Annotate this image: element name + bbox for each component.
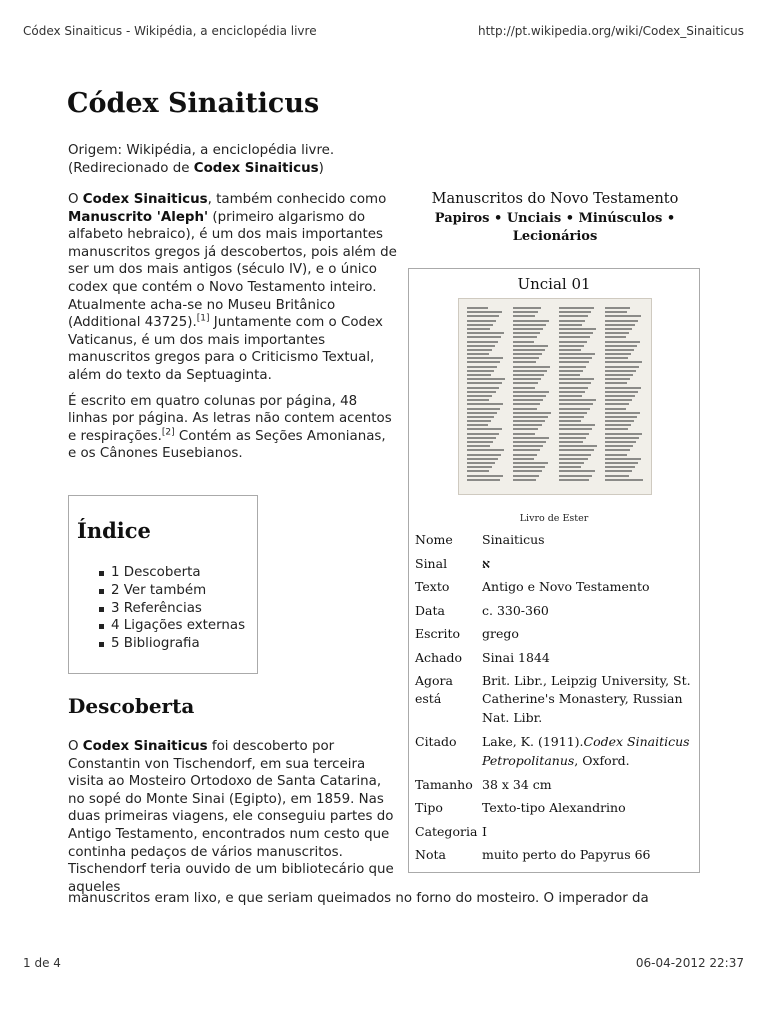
manuscript-text-line bbox=[605, 378, 630, 380]
manuscript-text-line bbox=[513, 445, 543, 447]
manuscript-text-line bbox=[559, 454, 591, 456]
manuscript-text-line bbox=[605, 424, 631, 426]
manuscript-text-line bbox=[605, 328, 632, 330]
manuscript-text-line bbox=[513, 399, 543, 401]
manuscript-text-line bbox=[559, 433, 589, 435]
redirect-line: (Redirecionado de Codex Sinaiticus) bbox=[68, 160, 324, 176]
manuscript-image[interactable] bbox=[458, 298, 652, 495]
manuscript-text-line bbox=[559, 349, 581, 351]
manuscript-text-line bbox=[559, 403, 593, 405]
manuscript-column bbox=[605, 307, 643, 483]
manuscript-text-line bbox=[605, 336, 626, 338]
manuscript-text-line bbox=[605, 458, 641, 460]
manuscript-text-line bbox=[467, 315, 499, 317]
manuscript-text-line bbox=[559, 366, 586, 368]
manuscript-text-line bbox=[513, 361, 536, 363]
manuscript-text-line bbox=[605, 441, 636, 443]
manuscript-text-line bbox=[513, 366, 550, 368]
print-page-count: 1 de 4 bbox=[23, 956, 61, 970]
manuscript-text-line bbox=[467, 336, 501, 338]
manuscript-text-line bbox=[605, 403, 629, 405]
manuscript-text-line bbox=[513, 315, 535, 317]
manuscript-text-line bbox=[559, 387, 588, 389]
manuscript-text-line bbox=[467, 345, 495, 347]
article-title: Códex Sinaiticus bbox=[67, 88, 320, 119]
manuscript-text-line bbox=[513, 466, 545, 468]
manuscript-text-line bbox=[559, 399, 596, 401]
manuscript-text-line bbox=[467, 366, 497, 368]
origin-line: Origem: Wikipédia, a enciclopédia livre. bbox=[68, 143, 335, 158]
manuscript-text-line bbox=[605, 349, 634, 351]
intro bbox=[68, 191, 398, 471]
manuscript-text-line bbox=[605, 307, 630, 309]
manuscript-text-line bbox=[467, 416, 494, 418]
manuscript-text-line bbox=[559, 470, 595, 472]
manuscript-text-line bbox=[605, 399, 632, 401]
manuscript-text-line bbox=[559, 307, 594, 309]
article-subtitle bbox=[68, 142, 398, 177]
manuscript-text-line bbox=[559, 353, 595, 355]
manuscript-text-line bbox=[559, 445, 597, 447]
manuscript-text-line bbox=[559, 311, 591, 313]
manuscript-text-line bbox=[605, 408, 626, 410]
manuscript-text-line bbox=[513, 449, 540, 451]
toc-list bbox=[99, 564, 245, 653]
manuscript-text-line bbox=[467, 399, 489, 401]
manuscript-text-line bbox=[513, 462, 548, 464]
redirect-link[interactable]: Codex Sinaiticus bbox=[193, 160, 319, 176]
manuscript-text-line bbox=[467, 441, 493, 443]
manuscript-text-line bbox=[559, 391, 585, 393]
manuscript-text-line bbox=[467, 353, 489, 355]
manuscript-text-line bbox=[605, 462, 638, 464]
print-timestamp: 06-04-2012 22:37 bbox=[635, 956, 744, 970]
manuscript-text-line bbox=[605, 387, 641, 389]
manuscript-text-line bbox=[513, 433, 535, 435]
manuscript-text-line bbox=[513, 416, 548, 418]
manuscript-text-line bbox=[467, 332, 504, 334]
manuscript-text-line bbox=[605, 479, 643, 481]
manuscript-text-line bbox=[467, 395, 492, 397]
manuscript-text-line bbox=[559, 475, 592, 477]
toc-title: Índice bbox=[77, 518, 151, 543]
manuscript-text-line bbox=[559, 428, 592, 430]
infobox-manuscript-name: Uncial 01 bbox=[517, 275, 591, 293]
infobox-heading: Manuscritos do Novo Testamento bbox=[431, 191, 679, 207]
manuscript-text-line bbox=[605, 324, 635, 326]
manuscript-text-line bbox=[559, 449, 594, 451]
manuscript-text-line bbox=[605, 454, 627, 456]
manuscript-text-line bbox=[513, 395, 546, 397]
manuscript-text-line bbox=[605, 357, 628, 359]
toc-item-ligacoes-externas[interactable]: 4 Ligações externas bbox=[99, 617, 245, 635]
manuscript-text-line bbox=[467, 311, 502, 313]
manuscript-text-line bbox=[605, 428, 628, 430]
manuscript-text-line bbox=[467, 370, 494, 372]
manuscript-text-line bbox=[467, 466, 492, 468]
manuscript-text-line bbox=[513, 349, 545, 351]
manuscript-text-line bbox=[513, 458, 534, 460]
manuscript-text-line bbox=[467, 408, 500, 410]
manuscript-text-line bbox=[513, 353, 542, 355]
manuscript-text-line bbox=[559, 420, 581, 422]
manuscript-text-line bbox=[467, 357, 503, 359]
manuscript-text-line bbox=[467, 458, 498, 460]
manuscript-column bbox=[513, 307, 551, 483]
manuscript-text-line bbox=[513, 441, 546, 443]
manuscript-text-line bbox=[605, 445, 633, 447]
manuscript-text-line bbox=[513, 336, 537, 338]
print-page-url: http://pt.wikipedia.org/wiki/Codex_Sinaiticus bbox=[478, 24, 744, 38]
manuscript-text-line bbox=[605, 416, 637, 418]
manuscript-text-line bbox=[605, 353, 631, 355]
manuscript-text-line bbox=[605, 315, 641, 317]
manuscript-column bbox=[467, 307, 505, 483]
manuscript-text-line bbox=[559, 462, 584, 464]
manuscript-text-line bbox=[513, 479, 536, 481]
toc-item-referencias[interactable]: 3 Referências bbox=[99, 600, 245, 618]
manuscript-text-line bbox=[605, 412, 640, 414]
manuscript-text-line bbox=[467, 449, 504, 451]
manuscript-text-line bbox=[467, 470, 489, 472]
manuscript-text-line bbox=[467, 378, 505, 380]
manuscript-text-line bbox=[513, 374, 544, 376]
manuscript-text-line bbox=[513, 387, 535, 389]
manuscript-text-line bbox=[559, 466, 581, 468]
manuscript-text-line bbox=[559, 378, 594, 380]
manuscript-text-line bbox=[513, 470, 542, 472]
manuscript-text-line bbox=[605, 332, 629, 334]
manuscript-text-line bbox=[605, 475, 629, 477]
manuscript-text-line bbox=[559, 370, 583, 372]
section-paragraph: O Codex Sinaiticus foi descoberto por Constantin von Tischendorf, em sua terceira visita ao Mosteiro Ortodoxo de Santa Catarina, no sopé do Monte Sinai (Egipto), em 1859. Nas duas primeiras viagens, ele conseguiu partes do Antigo Testamento, encontrados num cesto que continha pedaços de vários manuscritos. Tischendorf teria ouvido de um bibliotecário que aqueles bbox=[68, 739, 394, 895]
reference-1-link[interactable]: [1] bbox=[196, 313, 210, 324]
manuscript-text-line bbox=[559, 395, 582, 397]
manuscript-text-line bbox=[605, 366, 639, 368]
manuscript-text-line bbox=[467, 445, 490, 447]
manuscript-text-line bbox=[605, 391, 638, 393]
intro-paragraph-2: É escrito em quatro colunas por página, 48 linhas por página. As letras não contem acentos e respirações.[2] Contém as Seções Amonianas, e os Cânones Eusebianos. bbox=[68, 393, 392, 462]
manuscript-text-line bbox=[467, 328, 490, 330]
manuscript-text-line bbox=[467, 475, 503, 477]
manuscript-text-line bbox=[467, 382, 502, 384]
manuscript-text-line bbox=[559, 361, 589, 363]
manuscript-text-line bbox=[559, 424, 595, 426]
manuscript-text-line bbox=[467, 391, 496, 393]
manuscript-text-line bbox=[513, 428, 538, 430]
manuscript-column bbox=[559, 307, 597, 483]
manuscript-text-line bbox=[559, 374, 580, 376]
manuscript-text-line bbox=[467, 341, 498, 343]
manuscript-text-line bbox=[559, 479, 589, 481]
toc-item-bibliografia[interactable]: 5 Bibliografia bbox=[99, 635, 245, 653]
manuscript-text-line bbox=[467, 424, 488, 426]
manuscript-text-line bbox=[559, 441, 583, 443]
manuscript-text-line bbox=[467, 420, 491, 422]
manuscript-text-line bbox=[467, 374, 491, 376]
manuscript-text-line bbox=[467, 454, 501, 456]
manuscript-text-line bbox=[513, 454, 537, 456]
manuscript-text-line bbox=[605, 311, 627, 313]
manuscript-text-line bbox=[467, 428, 502, 430]
manuscript-text-line bbox=[513, 370, 547, 372]
toc-item-ver-tambem[interactable]: 2 Ver também bbox=[99, 582, 245, 600]
reference-2-link[interactable]: [2] bbox=[161, 427, 175, 438]
manuscript-text-line bbox=[559, 437, 586, 439]
manuscript-text-line bbox=[605, 382, 627, 384]
manuscript-text-line bbox=[513, 408, 537, 410]
manuscript-text-line bbox=[467, 433, 499, 435]
manuscript-text-line bbox=[559, 332, 593, 334]
manuscript-text-line bbox=[605, 470, 632, 472]
manuscript-text-line bbox=[559, 341, 587, 343]
infobox: Uncial 01 Livro de Ester Nome Sinaiticus Sinal א Texto Antigo e Novo Testamento Data c. 330-360 Escrito grego Achado Sinai 1844 Agora está Brit. Libr., Leipzig University, St. Catherine's Monastery, Russian Nat. Libr. Citado Lake, K. (1911).Codex Sinaiticus Petropolitanus, Oxford. Tamanho 38 x 34 cm Tipo Texto-tipo Alexandrino Categoria I Nota muito perto do Papyrus 66 bbox=[408, 268, 700, 873]
manuscript-text-line bbox=[605, 433, 642, 435]
manuscript-text-line bbox=[605, 345, 637, 347]
manuscript-text-line bbox=[467, 320, 496, 322]
manuscript-text-line bbox=[513, 391, 549, 393]
manuscript-text-line bbox=[559, 382, 591, 384]
manuscript-text-line bbox=[467, 387, 499, 389]
manuscript-text-line bbox=[467, 349, 492, 351]
manuscript-text-line bbox=[467, 437, 496, 439]
manuscript-text-line bbox=[513, 332, 540, 334]
manuscript-text-line bbox=[559, 357, 592, 359]
manuscript-text-line bbox=[559, 412, 587, 414]
manuscript-text-line bbox=[467, 324, 493, 326]
manuscript-text-line bbox=[559, 328, 596, 330]
manuscript-text-line bbox=[559, 408, 590, 410]
manuscript-text-line bbox=[513, 424, 542, 426]
manuscript-text-line bbox=[605, 361, 642, 363]
manuscript-text-line bbox=[513, 437, 549, 439]
manuscript-text-line bbox=[559, 458, 588, 460]
manuscript-text-line bbox=[559, 320, 585, 322]
section-heading-descoberta: Descoberta bbox=[68, 694, 195, 718]
manuscript-text-line bbox=[467, 479, 500, 481]
infobox-nav-links[interactable]: Papiros • Unciais • Minúsculos • Lecionários bbox=[434, 210, 676, 244]
manuscript-text-line bbox=[513, 345, 548, 347]
manuscript-text-line bbox=[513, 311, 538, 313]
intro-paragraph-1: O Codex Sinaiticus, também conhecido como Manuscrito 'Aleph' (primeiro algarismo do alfabeto hebraico), é um dos mais importantes manuscritos gregos já descobertos, pois além de ser um dos mais antigos (século IV), e o único codex que contém o Novo Testamento inteiro. Atualmente acha-se no Museu Britânico (Additional 43725).[1] Juntamente com o Codex Vaticanus, é um dos mais importantes manuscritos gregos para o Criticismo Textual, além do texto da Septuaginta. bbox=[68, 192, 397, 383]
manuscript-text-line bbox=[559, 416, 584, 418]
manuscript-text-line bbox=[513, 475, 539, 477]
manuscript-text-line bbox=[605, 320, 638, 322]
manuscript-text-line bbox=[605, 395, 635, 397]
manuscript-text-line bbox=[559, 345, 584, 347]
manuscript-text-line bbox=[605, 437, 639, 439]
image-caption: Livro de Ester bbox=[519, 513, 589, 524]
manuscript-text-line bbox=[605, 374, 633, 376]
manuscript-text-line bbox=[513, 378, 541, 380]
manuscript-text-line bbox=[513, 382, 538, 384]
manuscript-text-line bbox=[605, 449, 630, 451]
manuscript-text-line bbox=[513, 320, 549, 322]
manuscript-text-line bbox=[467, 412, 497, 414]
manuscript-text-line bbox=[513, 357, 539, 359]
manuscript-text-line bbox=[605, 420, 634, 422]
table-of-contents bbox=[68, 495, 258, 674]
manuscript-text-line bbox=[513, 307, 541, 309]
section-paragraph-continued: manuscritos eram lixo, e que seriam queimados no forno do mosteiro. O imperador da bbox=[68, 891, 649, 906]
manuscript-text-line bbox=[605, 341, 640, 343]
manuscript-text-line bbox=[559, 315, 588, 317]
manuscript-text-line bbox=[559, 336, 590, 338]
manuscript-text-line bbox=[513, 328, 543, 330]
print-page-title: Códex Sinaiticus - Wikipédia, a enciclopédia livre bbox=[23, 24, 317, 38]
infobox-navbox bbox=[410, 190, 700, 246]
manuscript-text-line bbox=[513, 412, 551, 414]
manuscript-text-line bbox=[605, 466, 635, 468]
toc-item-descoberta[interactable]: 1 Descoberta bbox=[99, 564, 245, 582]
manuscript-text-line bbox=[513, 324, 546, 326]
manuscript-text-line bbox=[513, 420, 545, 422]
manuscript-text-line bbox=[467, 462, 495, 464]
manuscript-text-line bbox=[467, 361, 500, 363]
manuscript-text-line bbox=[513, 403, 540, 405]
manuscript-text-line bbox=[467, 403, 503, 405]
manuscript-text-line bbox=[559, 324, 582, 326]
manuscript-text-line bbox=[513, 341, 534, 343]
manuscript-text-line bbox=[467, 307, 488, 309]
manuscript-text-line bbox=[605, 370, 636, 372]
